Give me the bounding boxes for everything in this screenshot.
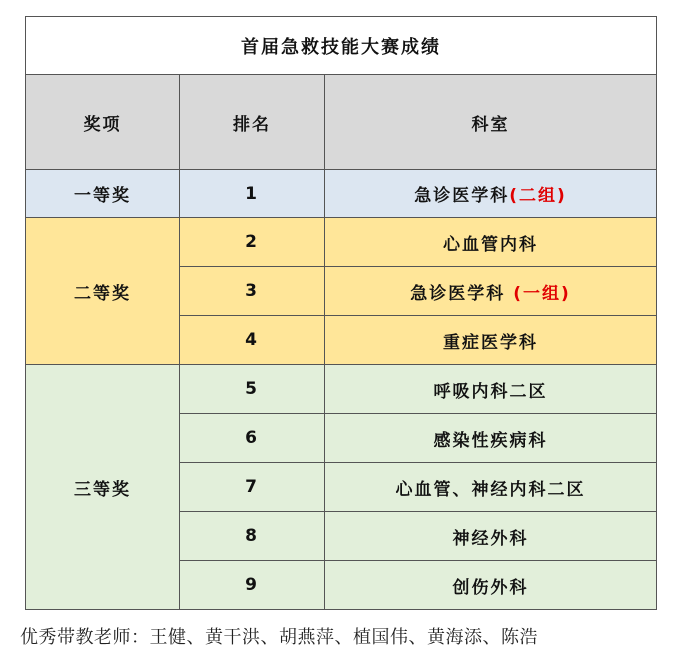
rank-cell: 6 <box>180 414 325 463</box>
department-cell <box>325 170 657 218</box>
rank-cell: 7 <box>180 463 325 512</box>
department-cell: 心血管、神经内科二区 <box>325 463 657 512</box>
department-cell: 感染性疾病科 <box>325 414 657 463</box>
rank-cell: 4 <box>180 316 325 365</box>
rank-cell: 8 <box>180 512 325 561</box>
award-first: 一等奖 <box>26 170 180 218</box>
department-name: 急诊医学科 <box>414 186 510 206</box>
department-cell: 重症医学科 <box>325 316 657 365</box>
group-label: (一组) <box>513 283 571 304</box>
rank-cell: 1 <box>180 170 325 218</box>
table-title: 首届急救技能大赛成绩 <box>26 17 657 75</box>
rank-cell: 3 <box>180 267 325 316</box>
department-name: 急诊医学科 <box>410 283 514 304</box>
department-cell <box>325 267 657 316</box>
results-table <box>25 16 657 610</box>
header-department: 科室 <box>325 75 657 170</box>
department-cell: 呼吸内科二区 <box>325 365 657 414</box>
award-second: 二等奖 <box>26 218 180 365</box>
department-cell: 神经外科 <box>325 512 657 561</box>
header-award: 奖项 <box>26 75 180 170</box>
award-third: 三等奖 <box>26 365 180 610</box>
rank-cell: 5 <box>180 365 325 414</box>
group-label: (二组) <box>509 186 567 206</box>
footer-note: 优秀带教老师：王健、黄干洪、胡燕萍、植国伟、黄海添、陈浩 <box>20 627 538 648</box>
rank-cell: 9 <box>180 561 325 610</box>
rank-cell: 2 <box>180 218 325 267</box>
department-cell: 创伤外科 <box>325 561 657 610</box>
header-rank: 排名 <box>180 75 325 170</box>
department-cell: 心血管内科 <box>325 218 657 267</box>
